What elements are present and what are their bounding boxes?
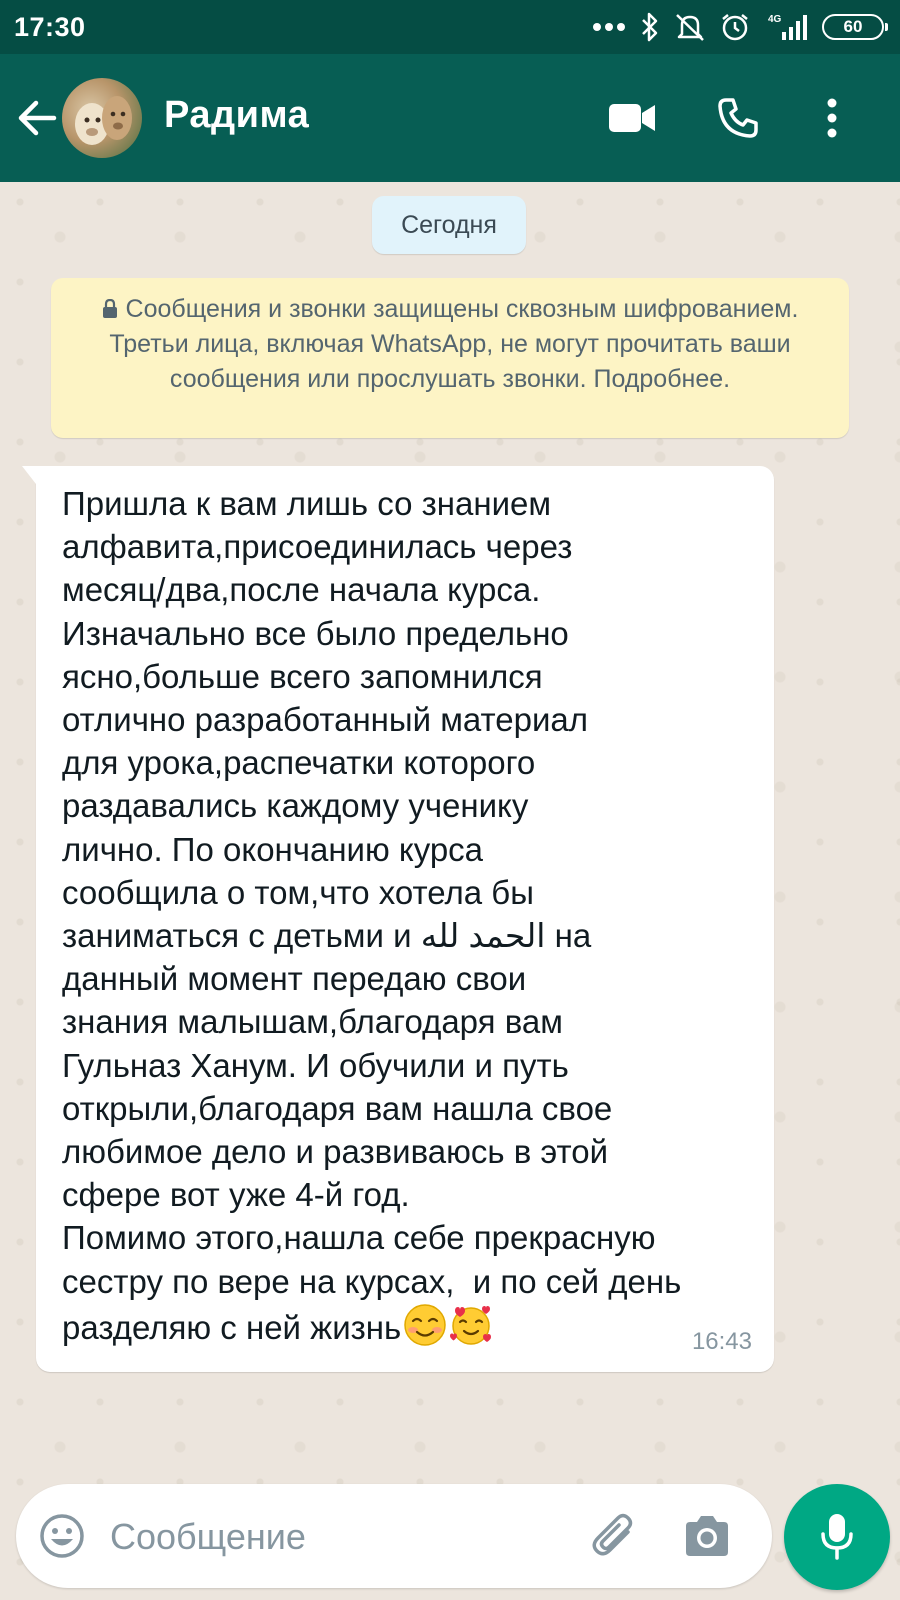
status-time: 17:30 — [14, 12, 86, 42]
bluetooth-icon — [640, 12, 660, 42]
contact-name[interactable]: Радима — [164, 94, 310, 136]
lock-icon — [102, 299, 118, 319]
chat-area[interactable] — [0, 182, 900, 1600]
video-call-icon — [607, 101, 657, 135]
message-text — [62, 482, 750, 1349]
message-timestamp: 16:43 — [691, 1328, 752, 1355]
incoming-message-bubble[interactable] — [36, 466, 774, 1372]
message-input-bar — [16, 1484, 772, 1588]
message-body: Пришла к вам лишь со знанием алфавита,присоединилась через месяц/два,после начала курса. Изначально все было предельно ясно,больше всего запомнился отлично разработанный материал для урока,распечатки которого раздавались каждому ученику лично. По окончанию курса сообщила о том,что хотела бы заниматься с детьми и الحمد لله на данный момент передаю свои знания малышам,благодаря вам Гульназ Ханум. И обучили и путь открыли,благодаря вам нашла свое любимое дело и развиваюсь в этой сфере вот уже 4-й год. Помимо этого,нашла себе прекрасную сестру по вере на курсах, и по сей день разделяю с ней жизнь — [62, 485, 682, 1346]
emoji-button[interactable] — [38, 1512, 86, 1560]
svg-text:4G: 4G — [768, 14, 782, 25]
alpaca-avatar-image — [62, 78, 142, 158]
dots-icon — [592, 22, 626, 32]
camera-button[interactable] — [682, 1512, 732, 1560]
encryption-notice[interactable] — [51, 278, 849, 438]
battery-level: 60 — [843, 17, 863, 36]
smiling-face-icon — [403, 1303, 447, 1347]
phone-icon — [716, 96, 760, 140]
contact-avatar[interactable] — [62, 78, 142, 158]
more-options-button[interactable] — [804, 90, 860, 146]
status-icons — [592, 10, 884, 44]
smiling-face-with-hearts-icon — [449, 1303, 493, 1347]
mic-icon — [819, 1512, 855, 1562]
video-call-button[interactable] — [604, 90, 660, 146]
date-chip: Сегодня — [372, 196, 526, 254]
voice-record-button[interactable] — [784, 1484, 890, 1590]
attach-icon — [588, 1510, 640, 1562]
voice-call-button[interactable] — [710, 90, 766, 146]
back-button[interactable] — [14, 94, 62, 142]
emoji-icon — [38, 1512, 86, 1560]
alarm-off-icon — [674, 12, 706, 42]
more-vert-icon — [826, 97, 838, 139]
chat-header — [0, 54, 900, 182]
back-arrow-icon — [14, 94, 62, 142]
encryption-notice-text: Сообщения и звонки защищены сквозным шифрованием. Третьи лица, включая WhatsApp, не могут прочитать ваши сообщения или прослушать звонки. Подробнее. — [109, 295, 799, 393]
alarm-icon — [720, 12, 750, 42]
attach-button[interactable] — [588, 1510, 640, 1562]
status-bar — [0, 0, 900, 54]
battery-icon — [822, 14, 884, 40]
message-input[interactable] — [108, 1502, 552, 1572]
camera-icon — [682, 1512, 732, 1560]
signal-icon — [764, 12, 808, 42]
